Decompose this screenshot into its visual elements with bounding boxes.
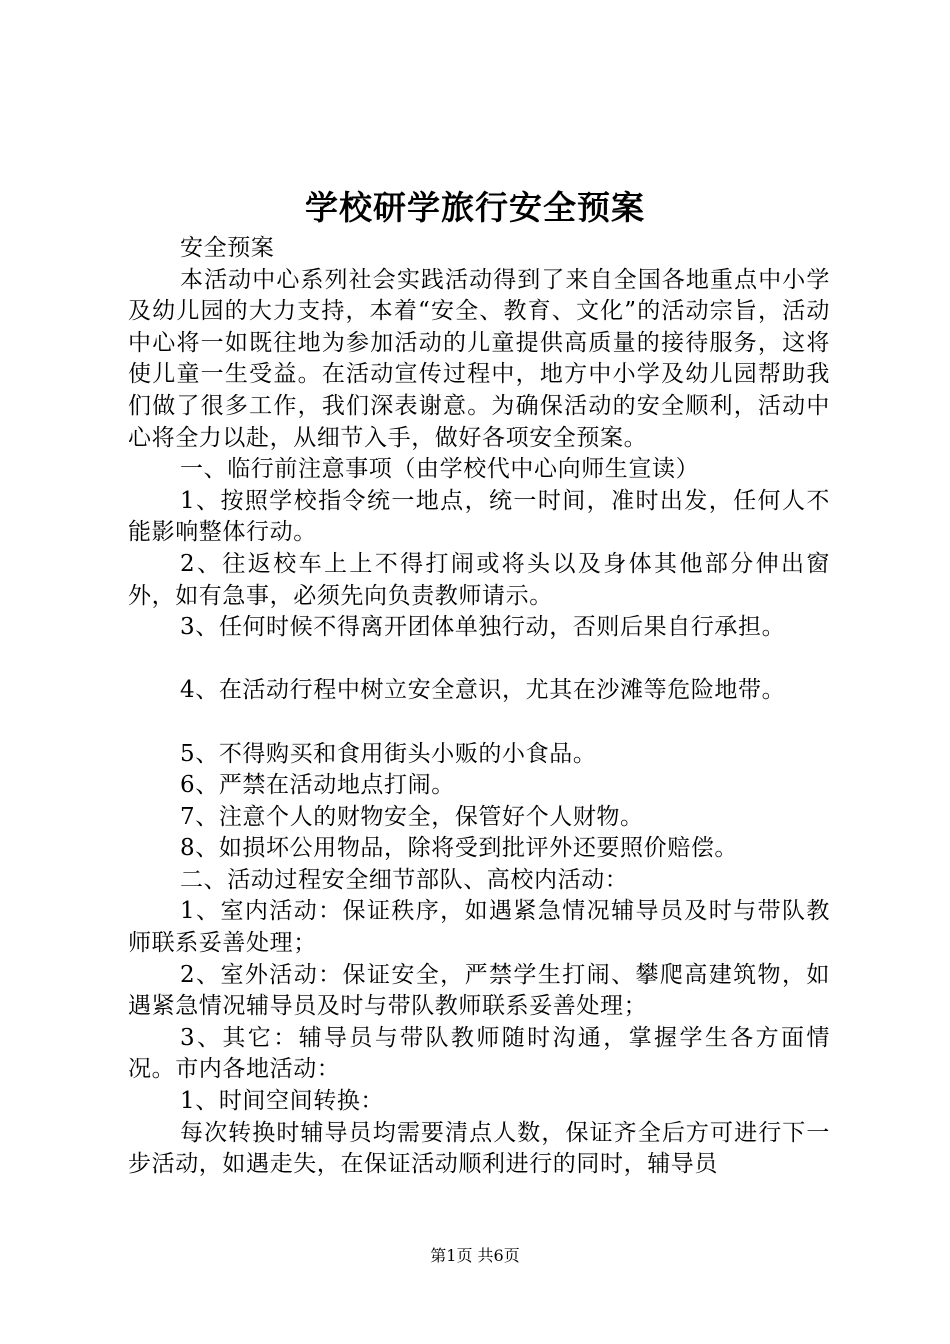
- paragraph-16: 1、时间空间转换：: [180, 1088, 385, 1115]
- paragraph-17: 每次转换时辅导员均需要清点人数，保证齐全后方可进行下一步活动，如遇走失，在保证活动顺利进行的同时，辅导员: [128, 1119, 830, 1178]
- paragraph-7: 4、在活动行程中树立安全意识，尤其在沙滩等危险地带。: [180, 677, 786, 704]
- paragraph-8: 5、不得购买和食用街头小贩的小食品。: [180, 740, 597, 767]
- paragraph-1: 安全预案: [180, 235, 275, 261]
- paragraph-15: 3、其它：辅导员与带队教师随时沟通，掌握学生各方面情况。市内各地活动：: [128, 1024, 830, 1083]
- paragraph-3: 一、临行前注意事项（由学校代中心向师生宣读）: [180, 456, 700, 483]
- document-title: 学校研学旅行安全预案: [305, 188, 645, 227]
- page-number-footer: 第1页 共6页: [430, 1246, 520, 1265]
- paragraph-4: 1、按照学校指令统一地点，统一时间，准时出发，任何人不能影响整体行动。: [128, 487, 830, 546]
- paragraph-10: 7、注意个人的财物安全，保管好个人财物。: [180, 803, 644, 830]
- paragraph-12: 二、活动过程安全细节部队、高校内活动：: [180, 866, 629, 893]
- paragraph-11: 8、如损坏公用物品，除将受到批评外还要照价赔偿。: [180, 835, 739, 862]
- document-body: [128, 233, 830, 1181]
- paragraph-6: 3、任何时候不得离开团体单独行动，否则后果自行承担。: [180, 614, 786, 641]
- paragraph-9: 6、严禁在活动地点打闹。: [180, 772, 455, 799]
- paragraph-5: 2、往返校车上上不得打闹或将头以及身体其他部分伸出窗外，如有急事，必须先向负责教师请示。: [128, 550, 830, 609]
- paragraph-2: 本活动中心系列社会实践活动得到了来自全国各地重点中小学及幼儿园的大力支持，本着“安全、教育、文化”的活动宗旨，活动中心将一如既往地为参加活动的儿童提供高质量的接待服务，这将使儿童一生受益。在活动宣传过程中，地方中小学及幼儿园帮助我们做了很多工作，我们深表谢意。为确保活动的安全顺利，活动中心将全力以赴，从细节入手，做好各项安全预案。: [128, 266, 830, 451]
- paragraph-13: 1、室内活动：保证秩序，如遇紧急情况辅导员及时与带队教师联系妥善处理；: [128, 898, 830, 957]
- paragraph-14: 2、室外活动：保证安全，严禁学生打闹、攀爬高建筑物，如遇紧急情况辅导员及时与带队教师联系妥善处理；: [128, 961, 830, 1020]
